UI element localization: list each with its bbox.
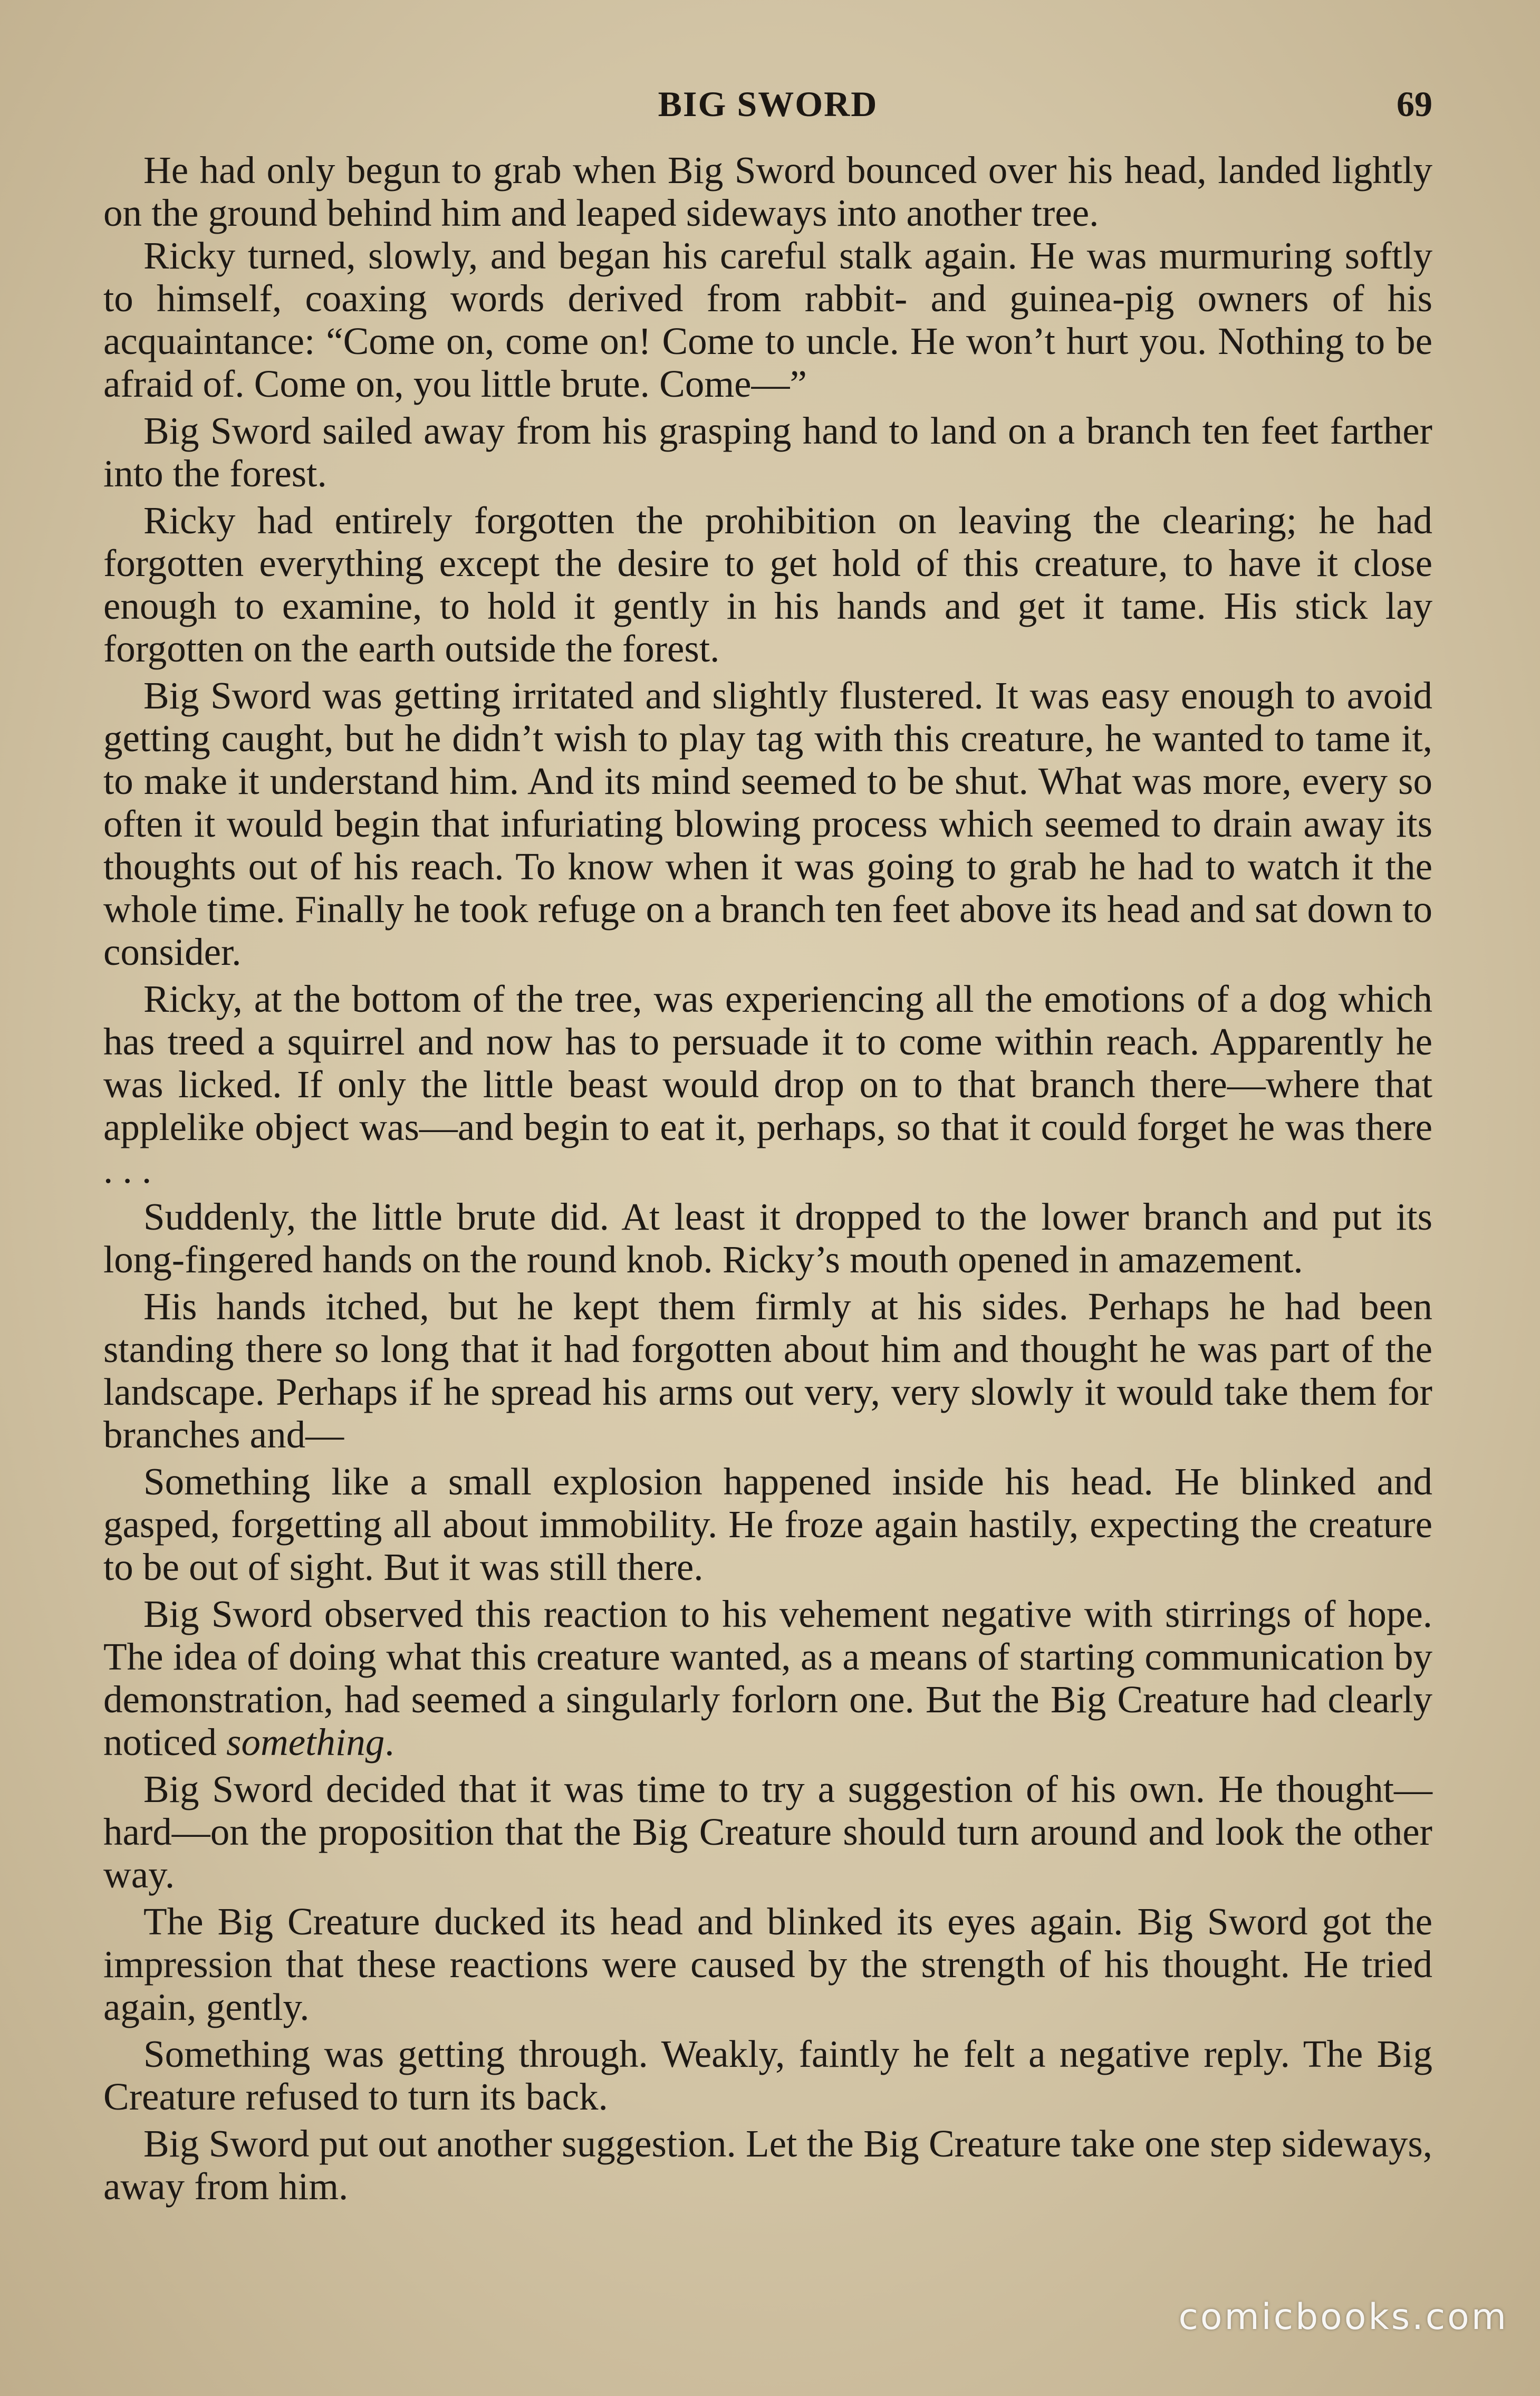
paragraph: Big Sword was getting irritated and slightly flustered. It was easy enough to avoid getting caught, but he didn’t wish to play tag with this creature, he wanted to tame it, to make it understand him. And its mind seemed to be shut. What was more, every so often it would begin that infuriating blowing process which seemed to drain away its thoughts out of his reach. To know when it was going to grab he had to watch it the whole time. Finally he took refuge on a branch ten feet above its head and sat down to consider.: [103, 674, 1432, 973]
paragraph: Big Sword sailed away from his grasping hand to land on a branch ten feet farther into the forest.: [103, 409, 1432, 495]
paragraph: Something was getting through. Weakly, faintly he felt a negative reply. The Big Creature refused to turn its back.: [103, 2033, 1432, 2118]
running-head: BIG SWORD: [658, 84, 878, 124]
paragraph: Ricky had entirely forgotten the prohibition on leaving the clearing; he had forgotten everything except the desire to get hold of this creature, to have it close enough to examine, to hold it gently in his hands and get it tame. His stick lay forgotten on the earth outside the forest.: [103, 499, 1432, 670]
paragraph-end: .: [384, 1721, 394, 1764]
page-number: 69: [1397, 84, 1432, 124]
paragraph: His hands itched, but he kept them firmly at his sides. Perhaps he had been standing there so long that it had forgotten about him and thought he was part of the landscape. Perhaps if he spread his arms out very, very slowly it would take them for branches and—: [103, 1285, 1432, 1456]
paragraph: Ricky turned, slowly, and began his careful stalk again. He was murmuring softly to himself, coaxing words derived from rabbit- and guinea-pig owners of his acquaintance: “Come on, come on! Come to uncle. He won’t hurt you. Nothing to be afraid of. Come on, you little brute. Come—”: [103, 234, 1432, 405]
paragraph: Something like a small explosion happened inside his head. He blinked and gasped, forgetting all about immobility. He froze again hastily, expecting the creature to be out of sight. But it was still there.: [103, 1460, 1432, 1588]
paragraph: He had only begun to grab when Big Sword bounced over his head, landed lightly on the ground behind him and leaped sideways into another tree.: [103, 149, 1432, 234]
page-header: [103, 83, 1432, 131]
paragraph-text: Big Sword observed this reaction to his vehement negative with stirrings of hope. The idea of doing what this creature wanted, as a means of starting communication by demonstration, had seemed a singularly forlorn one. But the Big Creature had clearly noticed: [103, 1593, 1432, 1764]
paragraph: Big Sword decided that it was time to try a suggestion of his own. He thought—hard—on the proposition that the Big Creature should turn around and look the other way.: [103, 1768, 1432, 1896]
paragraph: Suddenly, the little brute did. At least it dropped to the lower branch and put its long-fingered hands on the round knob. Ricky’s mouth opened in amazement.: [103, 1195, 1432, 1281]
paragraph: Ricky, at the bottom of the tree, was experiencing all the emotions of a dog which has treed a squirrel and now has to persuade it to come within reach. Apparently he was licked. If only the little beast would drop on to that branch there—where that applelike object was—and begin to eat it, perhaps, so that it could forget he was there . . .: [103, 977, 1432, 1191]
watermark: comicbooks.com: [1178, 2296, 1508, 2338]
body-text: [103, 149, 1432, 2212]
paragraph: Big Sword put out another suggestion. Let the Big Creature take one step sideways, away from him.: [103, 2122, 1432, 2208]
paragraph: [103, 1593, 1432, 1764]
emphasized-word: something: [226, 1721, 385, 1764]
paragraph: The Big Creature ducked its head and blinked its eyes again. Big Sword got the impression that these reactions were caused by the strength of his thought. He tried again, gently.: [103, 1900, 1432, 2028]
